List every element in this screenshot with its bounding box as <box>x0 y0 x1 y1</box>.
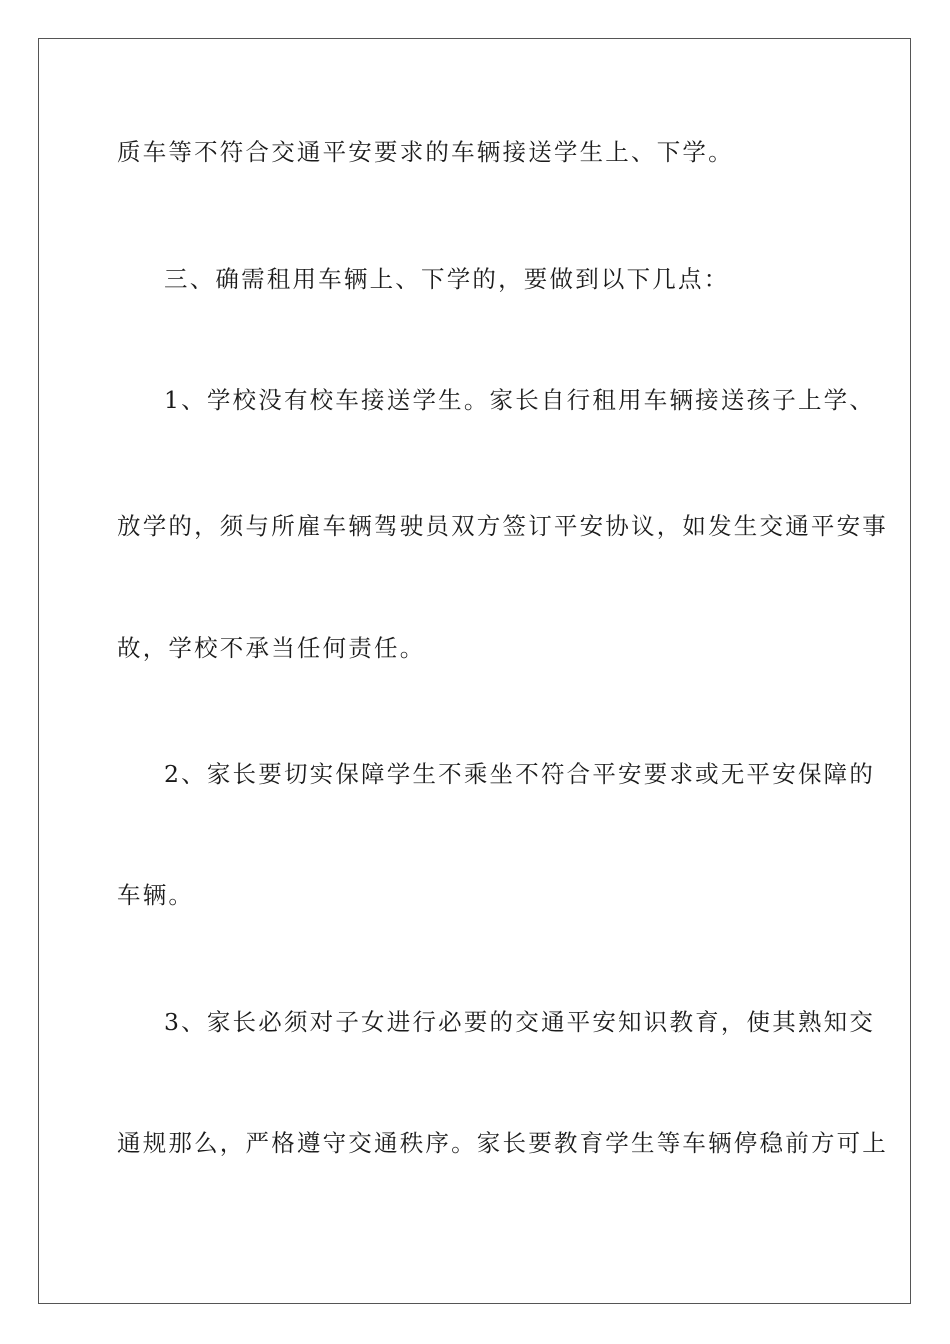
item-1-line-3: 故，学校不承当任何责任。 <box>117 634 426 662</box>
item-1-line-2: 放学的，须与所雇车辆驾驶员双方签订平安协议，如发生交通平安事 <box>117 512 888 540</box>
page-border <box>38 38 911 1304</box>
item-3-line-1: 3、家长必须对子女进行必要的交通平安知识教育，使其熟知交 <box>164 1008 876 1036</box>
text-line-1: 质车等不符合交通平安要求的车辆接送学生上、下学。 <box>117 138 734 166</box>
item-1-line-1: 1、学校没有校车接送学生。家长自行租用车辆接送孩子上学、 <box>164 386 876 414</box>
section-heading-3: 三、确需租用车辆上、下学的，要做到以下几点： <box>164 265 730 293</box>
item-2-line-1: 2、家长要切实保障学生不乘坐不符合平安要求或无平安保障的 <box>164 760 876 788</box>
item-3-line-2: 通规那么，严格遵守交通秩序。家长要教育学生等车辆停稳前方可上 <box>117 1129 888 1157</box>
item-2-line-2: 车辆。 <box>117 881 195 909</box>
